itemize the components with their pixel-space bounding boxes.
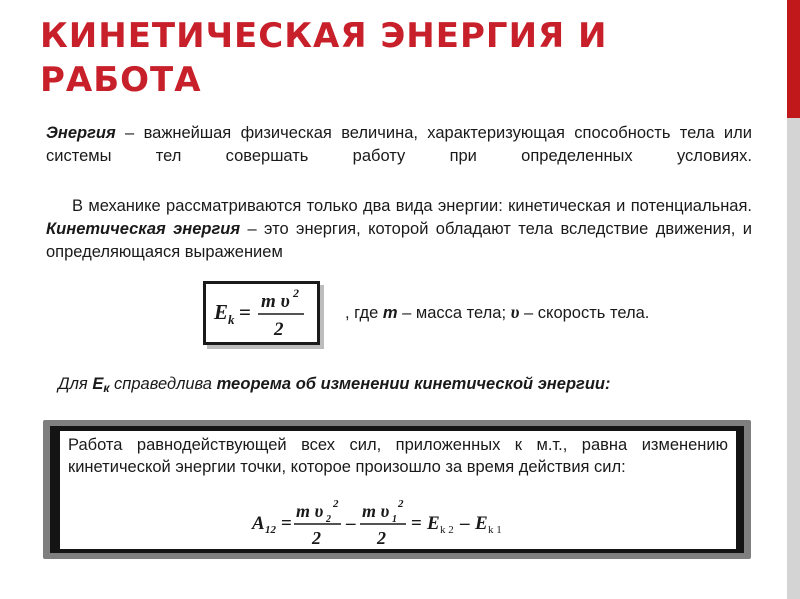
formula2-minus-2: – bbox=[460, 513, 470, 534]
caption-velocity-text: – скорость тела. bbox=[519, 304, 650, 322]
paragraph-energy-definition bbox=[46, 122, 752, 168]
formula2-lhs-sub: 12 bbox=[265, 524, 276, 536]
paragraph2-start: В механике рассматриваются только два вида энергии: кинетическая и потенциальная. bbox=[72, 197, 752, 215]
symbol-velocity: υ bbox=[510, 302, 520, 322]
formula1-numerator-sup: 2 bbox=[293, 286, 299, 300]
kinetic-energy-formula bbox=[203, 281, 320, 345]
formula2-e1: E bbox=[475, 513, 488, 534]
theorem-intro-middle: справедлива bbox=[109, 375, 217, 393]
formula1-lhs-sub: k bbox=[228, 312, 235, 327]
slide-title: КИНЕТИЧЕСКАЯ ЭНЕРГИЯ И РАБОТА bbox=[40, 16, 608, 100]
formula2-equals-2: = bbox=[411, 513, 422, 534]
symbol-mass: m bbox=[382, 304, 398, 322]
formula2-frac2-den: 2 bbox=[377, 528, 386, 548]
formula2-e2: E bbox=[427, 513, 440, 534]
formula2-frac1-sup: 2 bbox=[333, 498, 339, 510]
formula2-frac1-den: 2 bbox=[312, 528, 321, 548]
paragraph2-text: – это энергия, которой обладают тела вследствие движения, и определяющаяся выражением bbox=[46, 220, 752, 261]
kinetic-energy-formula-svg bbox=[206, 284, 317, 342]
caption-mass-text: – масса тела; bbox=[397, 304, 511, 322]
formula2-frac1-num: m υ bbox=[296, 501, 324, 521]
theorem-statement: Работа равнодействующей всех сил, приложенных к м.т., равна изменению кинетической энергии точки, которое произошло за время действия сил: bbox=[68, 436, 728, 476]
formula2-frac2-sup: 2 bbox=[398, 498, 404, 510]
caption-prefix: , где bbox=[345, 304, 383, 322]
accent-bar-gray bbox=[787, 118, 800, 599]
paragraph1-text: – важнейшая физическая величина, характеризующая способность тела или системы тел совершать работу при определенных условиях. bbox=[46, 124, 752, 165]
theorem-intro-prefix: Для bbox=[58, 375, 93, 393]
formula1-denominator: 2 bbox=[274, 319, 284, 340]
formula2-lhs: A bbox=[252, 513, 265, 534]
paragraph-kinetic-definition bbox=[46, 195, 752, 264]
formula2-e1-sub: k 1 bbox=[488, 524, 502, 536]
formula2-e2-sub: k 2 bbox=[440, 524, 454, 536]
formula1-lhs: E bbox=[214, 300, 229, 324]
formula2-frac1-sub: 2 bbox=[326, 514, 331, 525]
term-kinetic-energy: Кинетическая энергия bbox=[46, 220, 241, 238]
theorem-intro bbox=[58, 375, 610, 395]
formula-caption bbox=[345, 302, 649, 323]
theorem-intro-symbol: E bbox=[92, 375, 104, 393]
formula2-frac2-num: m υ bbox=[362, 501, 390, 521]
work-energy-formula bbox=[250, 495, 510, 551]
formula1-equals: = bbox=[239, 300, 251, 324]
formula1-numerator: m υ bbox=[261, 291, 290, 312]
theorem-intro-symbol-sub: к bbox=[103, 381, 110, 395]
formula2-frac2-sub: 1 bbox=[392, 514, 397, 525]
formula2-minus-1: – bbox=[346, 513, 356, 534]
theorem-intro-title: теорема об изменении кинетической энергии: bbox=[216, 375, 611, 393]
formula2-equals-1: = bbox=[281, 513, 292, 534]
accent-bar-red bbox=[787, 0, 800, 118]
term-energy: Энергия bbox=[46, 124, 116, 142]
